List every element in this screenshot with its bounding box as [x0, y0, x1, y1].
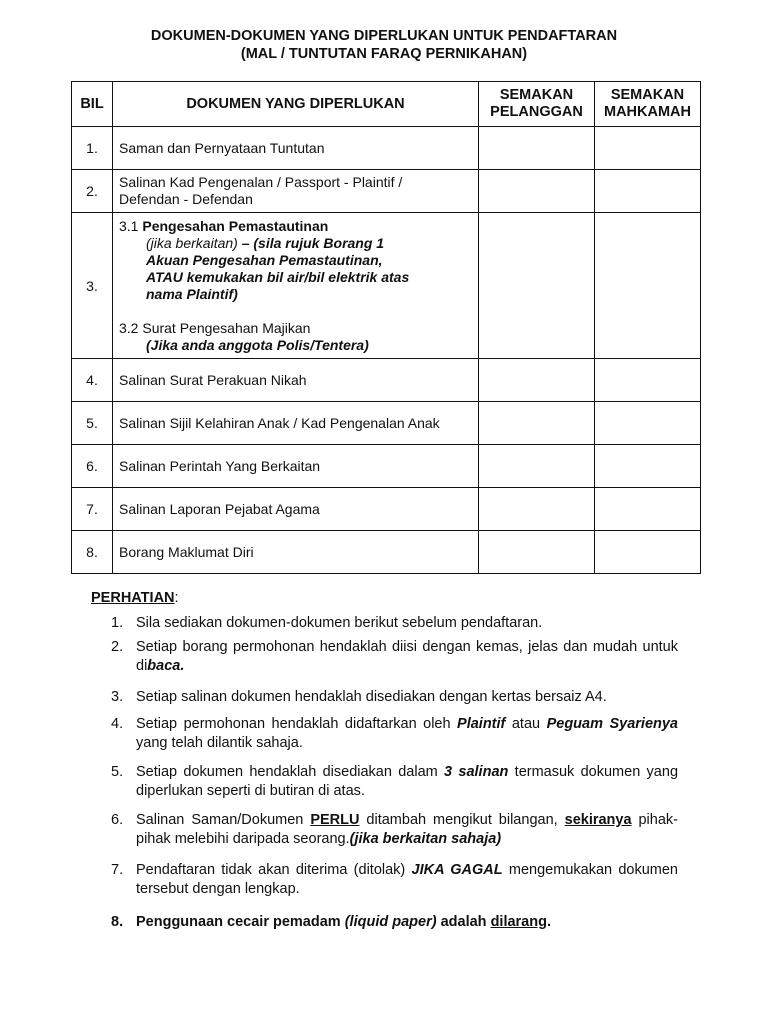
- item-number: 3.: [111, 689, 124, 705]
- note-emphasis: Peguam Syarienya: [546, 716, 678, 732]
- row-document: Borang Maklumat Diri: [113, 531, 479, 574]
- check-cell-mahkamah[interactable]: [595, 488, 701, 531]
- list-item: [111, 614, 678, 633]
- item-number: 3.1: [119, 217, 143, 234]
- document-subtitle: (MAL / TUNTUTAN FARAQ PERNIKAHAN): [240, 46, 528, 62]
- note-text: termasuk dokumen yang diperlukan seperti di butiran di atas.: [136, 764, 679, 799]
- note-text: .: [546, 914, 551, 930]
- notes-list: [111, 614, 678, 932]
- check-cell-mahkamah[interactable]: [595, 531, 701, 574]
- table-row: [72, 488, 701, 531]
- row-number: 4.: [72, 359, 113, 402]
- note-text: Penggunaan cecair pemadam: [136, 914, 345, 930]
- item-number: 8.: [111, 914, 124, 930]
- note-text: Setiap dokumen hendaklah disediakan dalam: [136, 764, 445, 780]
- doc-line: Defendan - Defendan: [119, 191, 253, 207]
- row-document: [113, 170, 479, 213]
- doc-line: Akuan Pengesahan Pemastautinan,: [146, 251, 383, 268]
- table-row: [72, 402, 701, 445]
- item-number: 5.: [111, 764, 124, 780]
- documents-table: [71, 81, 701, 574]
- check-cell-pelanggan[interactable]: [479, 359, 595, 402]
- note-text: Salinan Saman/Dokumen: [136, 812, 311, 828]
- header-line: SEMAKAN: [499, 87, 574, 103]
- note-emphasis: Plaintif: [457, 716, 506, 732]
- note-text: adalah: [436, 914, 491, 930]
- note-text: Pendaftaran tidak akan diterima (ditolak): [136, 862, 412, 878]
- row-document: Salinan Sijil Kelahiran Anak / Kad Pengenalan Anak: [113, 402, 479, 445]
- note-text: Sila sediakan dokumen-dokumen berikut sebelum pendaftaran.: [136, 615, 543, 631]
- note-text: pihak-pihak melebihi daripada seorang.: [136, 812, 678, 847]
- header-line: PELANGGAN: [490, 104, 583, 120]
- check-cell-mahkamah[interactable]: [595, 213, 701, 359]
- item-number: 4.: [111, 716, 124, 732]
- row-document: Salinan Laporan Pejabat Agama: [113, 488, 479, 531]
- note-text: Setiap borang permohonan hendaklah diisi dengan kemas, jelas dan mudah untuk di: [136, 639, 678, 674]
- table-row: [72, 213, 701, 359]
- row-number: 5.: [72, 402, 113, 445]
- list-item: [111, 688, 678, 707]
- note-emphasis: baca.: [147, 658, 185, 674]
- check-cell-pelanggan[interactable]: [479, 127, 595, 170]
- row-number: 6.: [72, 445, 113, 488]
- list-item: [111, 861, 678, 899]
- note-emphasis: 3 salinan: [444, 764, 509, 780]
- row-number: 2.: [72, 170, 113, 213]
- item-number: 1.: [111, 615, 124, 631]
- header-dokumen: DOKUMEN YANG DIPERLUKAN: [113, 82, 479, 127]
- notes-heading: [91, 590, 179, 606]
- header-line: SEMAKAN: [610, 87, 685, 103]
- condition-note: (jika berkaitan): [146, 234, 238, 251]
- doc-line: Salinan Kad Pengenalan / Passport - Plaintif /: [119, 174, 403, 190]
- check-cell-mahkamah[interactable]: [595, 170, 701, 213]
- note-emphasis: dilarang: [490, 914, 547, 930]
- table-header-row: [72, 82, 701, 127]
- doc-line: (Jika anda anggota Polis/Tentera): [146, 336, 369, 353]
- row-document: Salinan Surat Perakuan Nikah: [113, 359, 479, 402]
- row-number: 1.: [72, 127, 113, 170]
- header-bil: BIL: [72, 82, 113, 127]
- table-row: [72, 531, 701, 574]
- notes-heading-colon: :: [174, 590, 179, 606]
- doc-line: [119, 235, 472, 252]
- row-number: 8.: [72, 531, 113, 574]
- list-item: [111, 638, 678, 676]
- check-cell-mahkamah[interactable]: [595, 127, 701, 170]
- note-emphasis: PERLU: [310, 812, 360, 828]
- check-cell-pelanggan[interactable]: [479, 488, 595, 531]
- table-row: [72, 170, 701, 213]
- item-number: 2.: [111, 639, 124, 655]
- note-text: atau: [505, 716, 547, 732]
- item-number: 7.: [111, 862, 124, 878]
- note-text: Setiap salinan dokumen hendaklah disediakan dengan kertas bersaiz A4.: [136, 689, 607, 705]
- row-document: Salinan Perintah Yang Berkaitan: [113, 445, 479, 488]
- check-cell-pelanggan[interactable]: [479, 445, 595, 488]
- list-item: [111, 811, 678, 849]
- instruction-note: – (sila rujuk Borang 1: [237, 234, 385, 251]
- list-item: [111, 913, 678, 932]
- doc-line: ATAU kemukakan bil air/bil elektrik atas: [146, 268, 410, 285]
- note-emphasis: sekiranya: [564, 812, 632, 828]
- document-title: DOKUMEN-DOKUMEN YANG DIPERLUKAN UNTUK PENDAFTARAN: [150, 28, 618, 44]
- doc-line: 3.2 Surat Pengesahan Majikan: [119, 319, 311, 336]
- check-cell-mahkamah[interactable]: [595, 359, 701, 402]
- header-semakan-mahkamah: [595, 82, 701, 127]
- note-emphasis: (jika berkaitan sahaja): [349, 831, 502, 847]
- check-cell-pelanggan[interactable]: [479, 170, 595, 213]
- doc-line: nama Plaintif): [146, 285, 238, 302]
- table-row: [72, 445, 701, 488]
- table-row: [72, 359, 701, 402]
- check-cell-pelanggan[interactable]: [479, 213, 595, 359]
- note-emphasis: JIKA GAGAL: [411, 862, 503, 878]
- check-cell-mahkamah[interactable]: [595, 402, 701, 445]
- notes-heading-text: PERHATIAN: [91, 590, 175, 606]
- note-text: ditambah mengikut bilangan,: [359, 812, 565, 828]
- spacer: [119, 303, 472, 320]
- header-line: MAHKAMAH: [604, 104, 691, 120]
- row-document: Saman dan Pernyataan Tuntutan: [113, 127, 479, 170]
- list-item: [111, 763, 678, 801]
- list-item: [111, 715, 678, 753]
- row-document: [113, 213, 479, 359]
- row-number: 7.: [72, 488, 113, 531]
- header-semakan-pelanggan: [479, 82, 595, 127]
- item-title: Pengesahan Pemastautinan: [142, 217, 329, 234]
- note-text: mengemukakan dokumen tersebut dengan lengkap.: [136, 862, 678, 897]
- doc-line: [119, 218, 472, 235]
- item-number: 6.: [111, 812, 124, 828]
- check-cell-mahkamah[interactable]: [595, 445, 701, 488]
- note-text: Setiap permohonan hendaklah didaftarkan oleh: [136, 716, 458, 732]
- table-row: [72, 127, 701, 170]
- check-cell-pelanggan[interactable]: [479, 402, 595, 445]
- check-cell-pelanggan[interactable]: [479, 531, 595, 574]
- note-emphasis: (liquid paper): [344, 914, 437, 930]
- row-number: 3.: [72, 213, 113, 359]
- note-text: yang telah dilantik sahaja.: [136, 735, 303, 751]
